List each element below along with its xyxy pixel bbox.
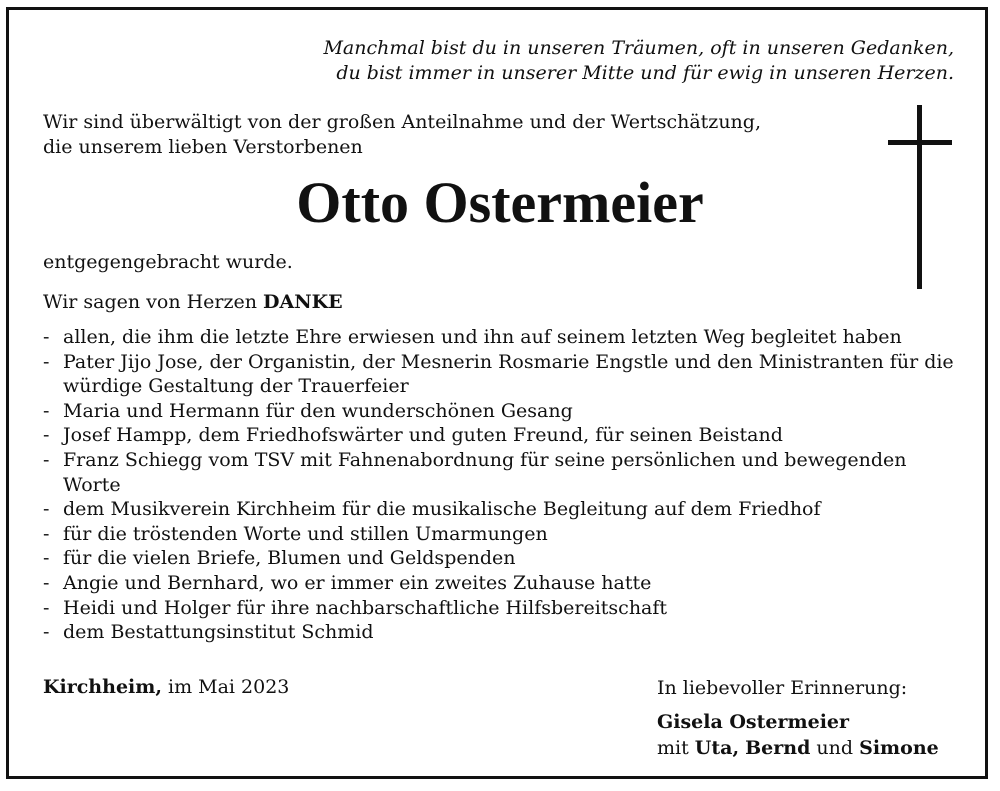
intro-text [43, 110, 761, 160]
motto-line-2: du bist immer in unserer Mitte und für ewig in unseren Herzen. [336, 62, 954, 84]
thanks-item [43, 571, 963, 596]
dash-bullet: - [43, 522, 50, 545]
thanks-item [43, 497, 963, 522]
dash-bullet: - [43, 350, 50, 373]
thanks-item [43, 546, 963, 571]
dash-bullet: - [43, 547, 50, 570]
motto-verse [323, 36, 954, 86]
thanks-item-text: für die tröstenden Worte und stillen Umarmungen [63, 522, 548, 545]
widow-name [657, 709, 939, 735]
thanks-item [43, 399, 963, 424]
thanks-item-text: für die vielen Briefe, Blumen und Geldspenden [63, 547, 516, 570]
intro-line-2: die unserem lieben Verstorbenen [43, 136, 363, 158]
thanks-item-text: dem Musikverein Kirchheim für die musikalische Begleitung auf dem Friedhof [63, 498, 821, 521]
and-text: und [816, 737, 854, 759]
thanks-item-text: Pater Jijo Jose, der Organistin, der Mesnerin Rosmarie Engstle und den Ministranten für die würdige Gestaltung der Trauerfeier [63, 350, 954, 398]
place-date-text: im Mai 2023 [168, 676, 290, 698]
thanks-item [43, 423, 963, 448]
thanks-line [43, 290, 343, 315]
dash-bullet: - [43, 424, 50, 447]
dash-bullet: - [43, 448, 50, 471]
thanks-item [43, 522, 963, 547]
dash-bullet: - [43, 498, 50, 521]
closing-text: In liebevoller Erinnerung: [657, 677, 908, 699]
child-name-3: Simone [859, 737, 939, 759]
signature-block [657, 675, 939, 761]
dash-bullet: - [43, 399, 50, 422]
with-text: mit [657, 737, 689, 759]
child-name-2: Bernd [745, 737, 811, 759]
thanks-item-text: Heidi und Holger für ihre nachbarschaftliche Hilfsbereitschaft [63, 596, 668, 619]
thanks-prefix: Wir sagen von Herzen [43, 291, 257, 313]
widow-name-text: Gisela Ostermeier [657, 711, 850, 733]
dash-bullet: - [43, 571, 50, 594]
motto-line-1: Manchmal bist du in unseren Träumen, oft in unseren Gedanken, [323, 37, 954, 59]
thanks-item-text: Franz Schiegg vom TSV mit Fahnenabordnung für seine persönlichen und bewegenden Worte [63, 448, 907, 496]
thanks-emphasis: DANKE [263, 291, 343, 313]
thanks-item [43, 596, 963, 621]
thanks-item-text: allen, die ihm die letzte Ehre erwiesen und ihn auf seinem letzten Weg begleitet haben [63, 326, 902, 348]
thanks-item [43, 448, 963, 497]
place-date [43, 675, 289, 700]
dash-bullet: - [43, 596, 50, 619]
thanks-item [43, 325, 963, 350]
thanks-item-text: Maria und Hermann für den wunderschönen Gesang [63, 399, 573, 422]
thanks-item-text: Angie und Bernhard, wo er immer ein zweites Zuhause hatte [63, 571, 652, 594]
thanks-list [43, 325, 963, 645]
children-names [657, 735, 939, 761]
thanks-item-text: Josef Hampp, dem Friedhofswärter und guten Freund, für seinen Beistand [63, 424, 783, 447]
thanks-item-text: dem Bestattungsinstitut Schmid [63, 621, 374, 644]
received-text: entgegengebracht wurde. [43, 251, 293, 273]
intro-line-1: Wir sind überwältigt von der großen Anteilnahme und der Wertschätzung, [43, 111, 761, 133]
place-town: Kirchheim, [43, 676, 162, 698]
thanks-item [43, 620, 963, 645]
child-name-1: Uta, [694, 737, 740, 759]
thanks-item [43, 350, 963, 399]
deceased-name: Otto Ostermeier [296, 170, 704, 235]
dash-bullet: - [43, 621, 50, 644]
dash-bullet: - [43, 326, 50, 348]
